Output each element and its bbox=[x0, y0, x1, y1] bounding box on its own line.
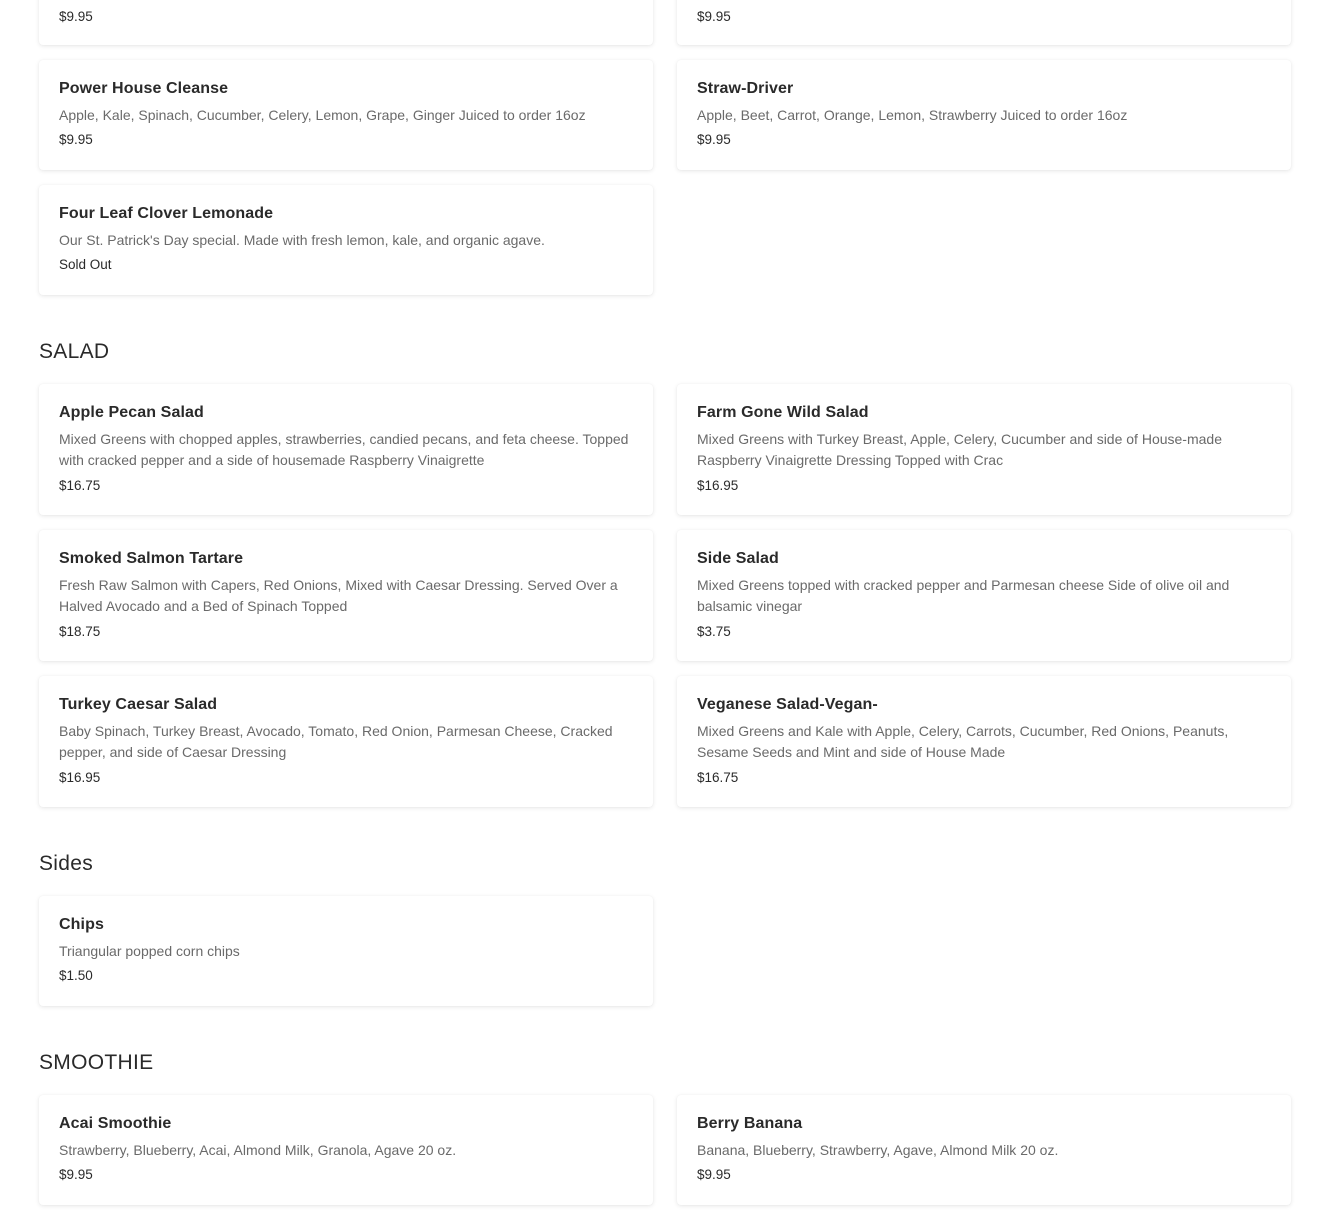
item-description: Apple, Kale, Spinach, Cucumber, Celery, Lemon, Grape, Ginger Juiced to order 16oz bbox=[59, 107, 586, 123]
item-description: Mixed Greens with Turkey Breast, Apple, Celery, Cucumber and side of House-made Raspberry Vinaigrette Dressing Topped with Crac bbox=[697, 431, 1222, 468]
item-price: $9.95 bbox=[59, 132, 93, 147]
item-price: $16.75 bbox=[697, 770, 739, 785]
item-name: Berry Banana bbox=[697, 1115, 803, 1132]
menu-item-card[interactable] bbox=[677, 530, 1291, 661]
item-price: $16.95 bbox=[59, 770, 101, 785]
menu-item-card[interactable] bbox=[39, 0, 653, 45]
menu-item-card[interactable] bbox=[677, 60, 1291, 170]
menu-item-card[interactable] bbox=[39, 1095, 653, 1205]
item-description: Mixed Greens and Kale with Apple, Celery, Carrots, Cucumber, Red Onions, Peanuts, Sesame Seeds and Mint and side of House Made bbox=[697, 723, 1229, 760]
item-price: $18.75 bbox=[59, 624, 101, 639]
item-name: Power House Cleanse bbox=[59, 80, 229, 97]
section-title-salad: SALAD bbox=[39, 340, 110, 363]
menu-item-card[interactable] bbox=[677, 0, 1291, 45]
item-name: Straw-Driver bbox=[697, 80, 794, 97]
item-price: $16.95 bbox=[697, 478, 739, 493]
item-price: $9.95 bbox=[697, 1167, 731, 1182]
item-description: Apple, Beet, Carrot, Orange, Lemon, Strawberry Juiced to order 16oz bbox=[697, 107, 1128, 123]
item-description: Strawberry, Blueberry, Acai, Almond Milk, Granola, Agave 20 oz. bbox=[59, 1142, 457, 1158]
sold-out-label: Sold Out bbox=[59, 257, 112, 272]
menu-item-card[interactable] bbox=[39, 60, 653, 170]
item-name: Farm Gone Wild Salad bbox=[697, 404, 869, 421]
item-name: Apple Pecan Salad bbox=[59, 404, 204, 421]
item-name: Four Leaf Clover Lemonade bbox=[59, 205, 274, 222]
section-title-sides: Sides bbox=[39, 852, 94, 875]
item-name: Chips bbox=[59, 916, 104, 933]
section-title-smoothie: SMOOTHIE bbox=[39, 1051, 154, 1074]
menu-item-card[interactable] bbox=[39, 530, 653, 661]
item-name: Veganese Salad-Vegan- bbox=[697, 696, 878, 713]
item-name: Side Salad bbox=[697, 550, 779, 567]
menu-item-card[interactable] bbox=[677, 1095, 1291, 1205]
item-price: $9.95 bbox=[697, 132, 731, 147]
item-description: Our St. Patrick's Day special. Made with fresh lemon, kale, and organic agave. bbox=[59, 232, 545, 248]
menu-item-card[interactable] bbox=[39, 185, 653, 295]
menu-item-card[interactable] bbox=[677, 676, 1291, 807]
item-description: Mixed Greens topped with cracked pepper and Parmesan cheese Side of olive oil and balsamic vinegar bbox=[697, 577, 1230, 614]
item-description: Triangular popped corn chips bbox=[59, 943, 240, 959]
item-price: $16.75 bbox=[59, 478, 101, 493]
menu-item-card[interactable] bbox=[39, 384, 653, 515]
item-description: Baby Spinach, Turkey Breast, Avocado, Tomato, Red Onion, Parmesan Cheese, Cracked pepper, and side of Caesar Dressing bbox=[59, 723, 613, 760]
item-description: Fresh Raw Salmon with Capers, Red Onions, Mixed with Caesar Dressing. Served Over a Halved Avocado and a Bed of Spinach Topped bbox=[59, 577, 618, 614]
item-price: $9.95 bbox=[59, 9, 93, 24]
item-price: $9.95 bbox=[59, 1167, 93, 1182]
menu-item-card[interactable] bbox=[39, 676, 653, 807]
item-price: $9.95 bbox=[697, 9, 731, 24]
item-name: Turkey Caesar Salad bbox=[59, 696, 218, 713]
menu-item-card[interactable] bbox=[39, 896, 653, 1006]
item-name: Acai Smoothie bbox=[59, 1115, 172, 1132]
item-description: Mixed Greens with chopped apples, strawberries, candied pecans, and feta cheese. Topped with cracked pepper and a side of housemade Raspberry Vinaigrette bbox=[59, 431, 629, 468]
item-name: Smoked Salmon Tartare bbox=[59, 550, 244, 567]
menu-item-card[interactable] bbox=[677, 384, 1291, 515]
item-description: Banana, Blueberry, Strawberry, Agave, Almond Milk 20 oz. bbox=[697, 1142, 1059, 1158]
item-price: $1.50 bbox=[59, 968, 93, 983]
item-price: $3.75 bbox=[697, 624, 731, 639]
